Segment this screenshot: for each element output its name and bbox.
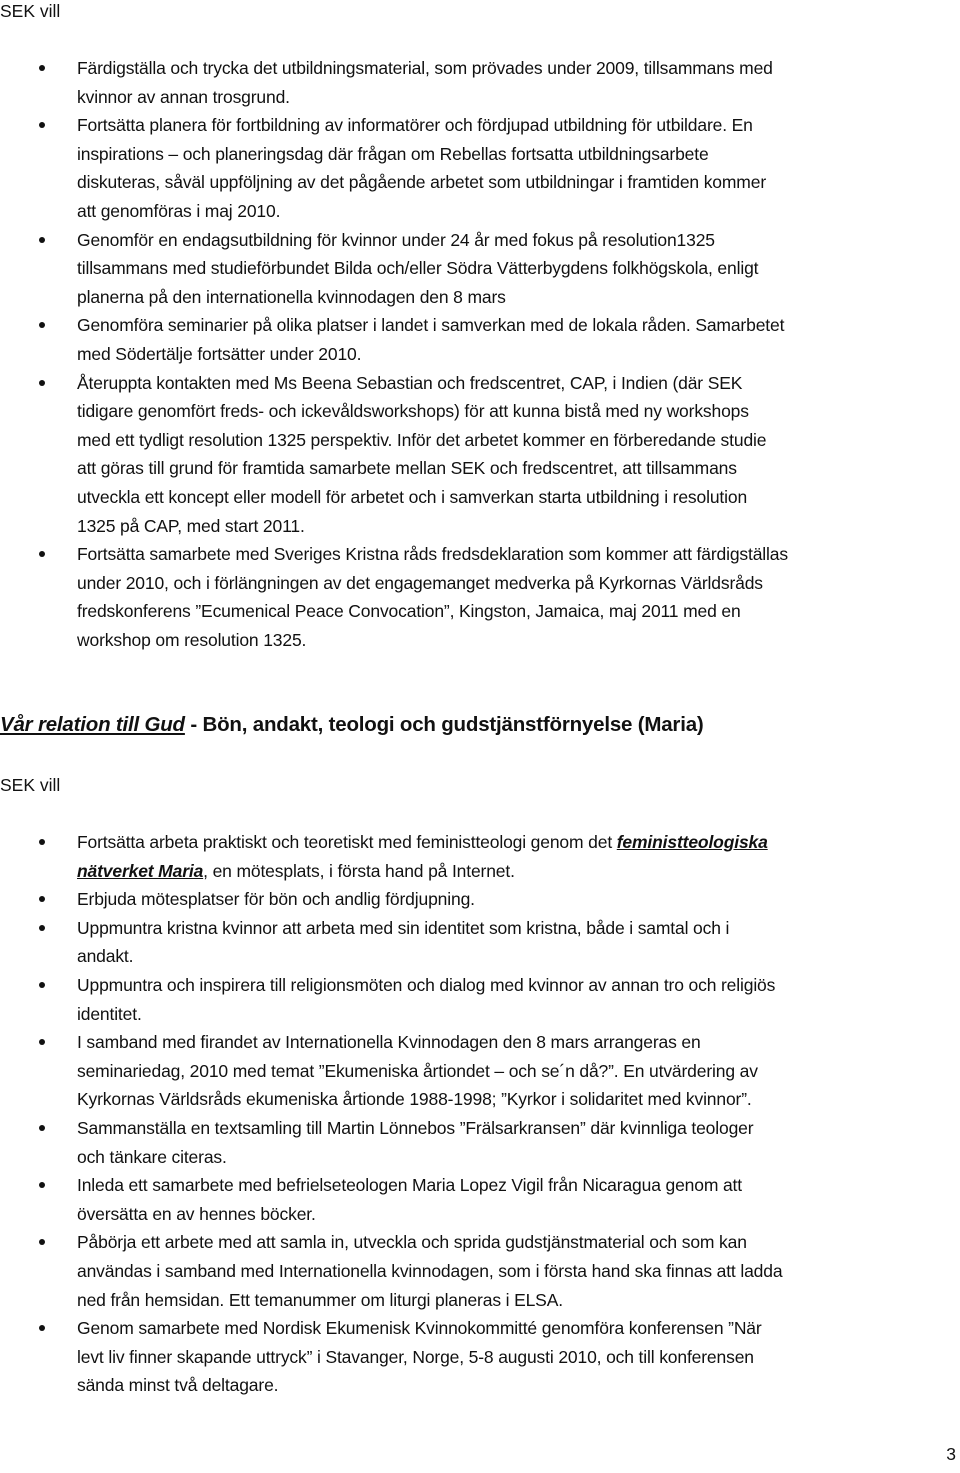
list-item: Färdigställa och trycka det utbildningsmaterial, som prövades under 2009, tillsammans med kvinnor av annan trosgrund.: [0, 54, 960, 111]
list-item: Uppmuntra kristna kvinnor att arbeta med sin identitet som kristna, både i samtal och i andakt.: [0, 914, 960, 971]
list-item: Påbörja ett arbete med att samla in, utveckla och sprida gudstjänstmaterial och som kan användas i samband med Internationella kvinnodagen, som i första hand ska finnas att ladda ned från hemsidan. Ett temanummer om liturgi planeras i ELSA.: [0, 1228, 960, 1314]
bullet-icon: [39, 1125, 45, 1131]
bullet-icon: [39, 982, 45, 988]
bullet-icon: [39, 1325, 45, 1331]
list-item: Inleda ett samarbete med befrielseteologen Maria Lopez Vigil från Nicaragua genom att översätta en av hennes böcker.: [0, 1171, 960, 1228]
list-item: Fortsätta arbeta praktiskt och teoretiskt med feministteologi genom det feministteologiska nätverket Maria, en mötesplats, i första hand på Internet.: [0, 828, 960, 885]
heading-rest: - Bön, andakt, teologi och gudstjänstförnyelse (Maria): [184, 713, 704, 736]
emphasis-text: feministteologiska: [616, 832, 768, 852]
bullet-icon: [39, 551, 45, 557]
bullet-icon: [39, 1182, 45, 1188]
list-item: Genomför en endagsutbildning för kvinnor under 24 år med fokus på resolution1325 tillsammans med studieförbundet Bilda och/eller Södra Vätterbygdens folkhögskola, enligt planerna på den internationella kvinnodagen den 8 mars: [0, 226, 960, 312]
list-item: Genomföra seminarier på olika platser i landet i samverkan med de lokala råden. Samarbetet med Södertälje fortsätter under 2010.: [0, 311, 960, 368]
list-item: Erbjuda mötesplatser för bön och andlig fördjupning.: [0, 885, 960, 914]
bullet-icon: [39, 1039, 45, 1045]
list-item: Uppmuntra och inspirera till religionsmöten och dialog med kvinnor av annan tro och religiös identitet.: [0, 971, 960, 1028]
bullet-icon: [39, 839, 45, 845]
bullet-icon: [39, 322, 45, 328]
section-heading: [0, 710, 704, 740]
section1-label: SEK vill: [0, 1, 61, 21]
list-item: Återuppta kontakten med Ms Beena Sebastian och fredscentret, CAP, i Indien (där SEK tidigare genomfört freds- och ickevåldsworkshops) för att kunna bistå med ny workshops med ett tydligt resolution 1325 perspektiv. Inför det arbetet kommer en förberedande studie att göras till grund för framtida samarbete mellan SEK och fredscentret, att tillsammans utveckla ett koncept eller modell för arbetet och i samverkan starta utbildning i resolution 1325 på CAP, med start 2011.: [0, 369, 960, 541]
list-item: Genom samarbete med Nordisk Ekumenisk Kvinnokommitté genomföra konferensen ”När levt liv finner skapande uttryck” i Stavanger, Norge, 5-8 augusti 2010, och till konferensen sända minst två deltagare.: [0, 1314, 960, 1400]
bullet-icon: [39, 896, 45, 902]
bullet-icon: [39, 122, 45, 128]
bullet-icon: [39, 925, 45, 931]
bullet-icon: [39, 380, 45, 386]
bullet-icon: [39, 1239, 45, 1245]
section1-bullet-list: [0, 54, 960, 654]
heading-italic-part: Vår relation till Gud: [0, 713, 185, 736]
bullet-icon: [39, 237, 45, 243]
emphasis-text: nätverket Maria: [77, 860, 204, 881]
section2-label: SEK vill: [0, 775, 61, 795]
list-item: Sammanställa en textsamling till Martin Lönnebos ”Frälsarkransen” där kvinnliga teologer och tänkare citeras.: [0, 1114, 960, 1171]
bullet-icon: [39, 65, 45, 71]
page-number: 3: [946, 1444, 956, 1464]
list-item: Fortsätta samarbete med Sveriges Kristna råds fredsdeklaration som kommer att färdigställas under 2010, och i förlängningen av det engagemanget medverka på Kyrkornas Världsråds fredskonferens ”Ecumenical Peace Convocation”, Kingston, Jamaica, maj 2011 med en workshop om resolution 1325.: [0, 540, 960, 654]
list-item: I samband med firandet av Internationella Kvinnodagen den 8 mars arrangeras en seminariedag, 2010 med temat ”Ekumeniska årtiondet – och se´n då?”. En utvärdering av Kyrkornas Världsråds ekumeniska årtionde 1988-1998; ”Kyrkor i solidaritet med kvinnor”.: [0, 1028, 960, 1114]
list-item: Fortsätta planera för fortbildning av informatörer och fördjupad utbildning för utbildare. En inspirations – och planeringsdag där frågan om Rebellas fortsatta utbildningsarbete diskuteras, såväl uppföljning av det pågående arbetet som utbildningar i framtiden kommer att genomföras i maj 2010.: [0, 111, 960, 225]
section2-bullet-list: [0, 828, 960, 1400]
